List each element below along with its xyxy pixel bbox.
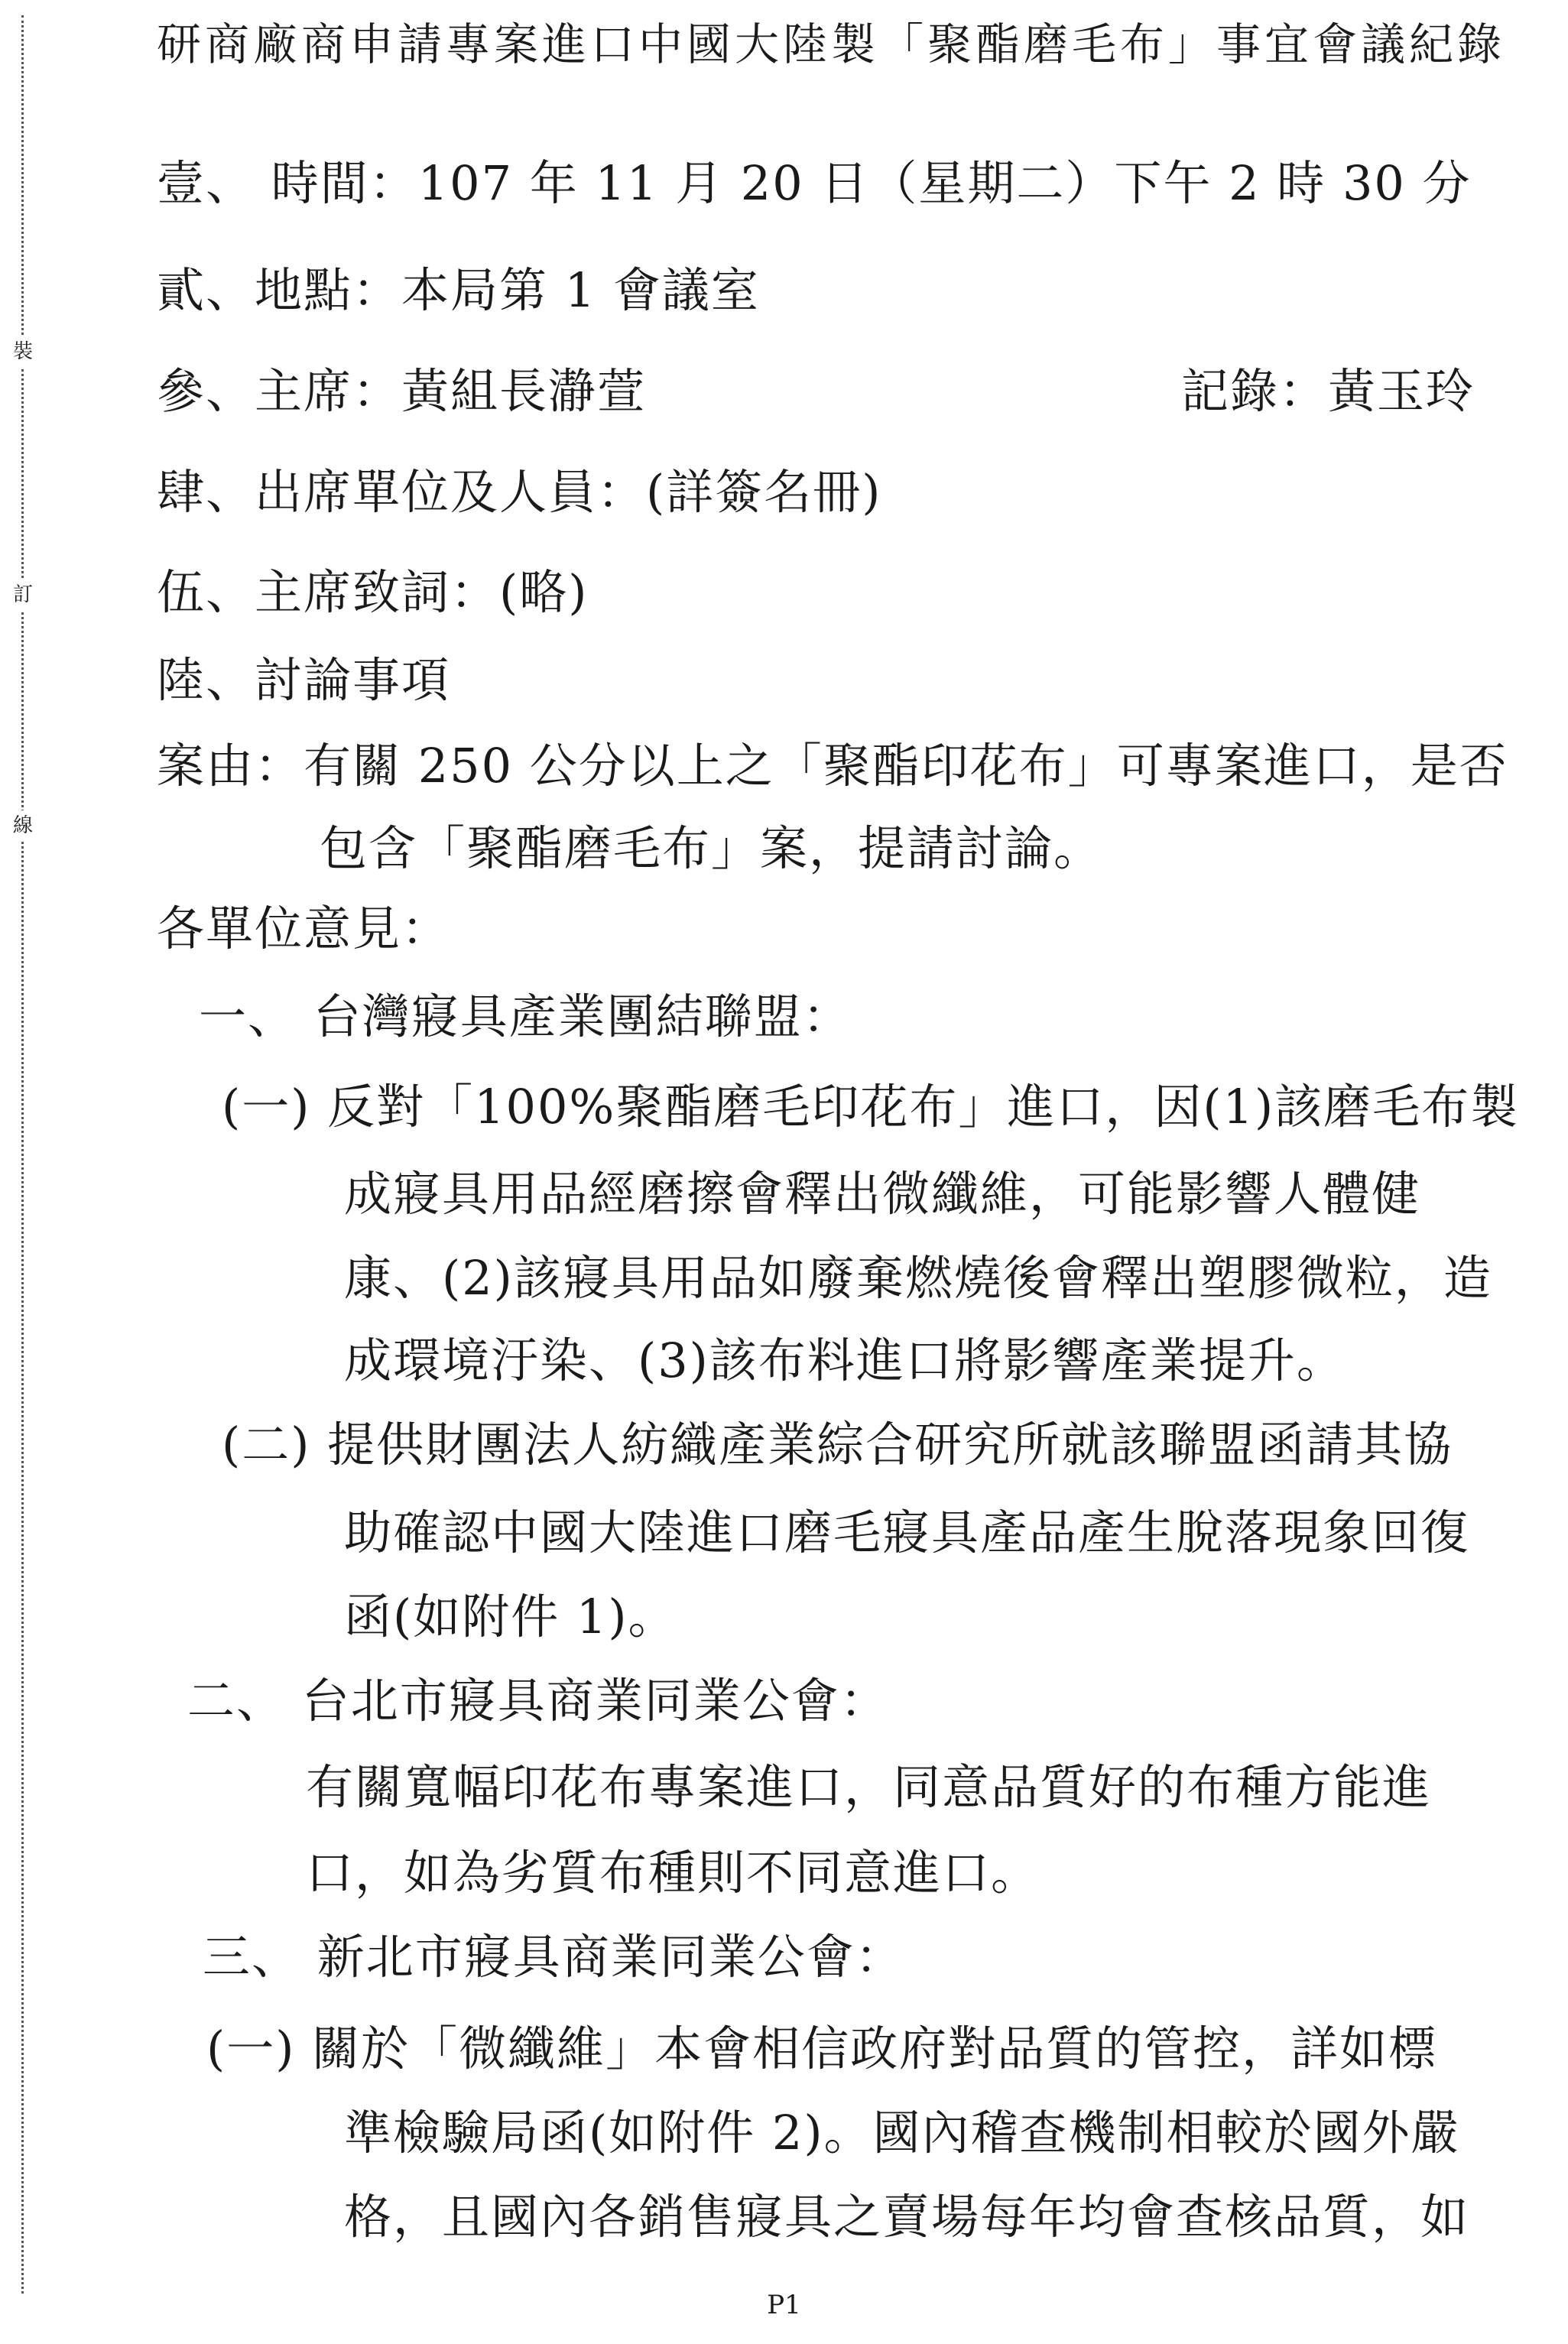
page-number: P1 xyxy=(767,2290,801,2320)
section-3-item-1-line-3: 格，且國內各銷售寢具之賣場每年均會查核品質，如 xyxy=(344,2189,1470,2245)
section-1-item-2-line-2: 助確認中國大陸進口磨毛寢具產品產生脫落現象回復 xyxy=(344,1505,1470,1560)
section-3-item-1-line-1: (一) 關於「微纖維」本會相信政府對品質的管控，詳如標 xyxy=(206,2021,1438,2076)
opinions-heading: 各單位意見： xyxy=(157,901,451,956)
meeting-chair: 參、主席：黃組長瀞萱 xyxy=(157,363,647,419)
section-2-line-1: 有關寬幅印花布專案進口，同意品質好的布種方能進 xyxy=(306,1759,1432,1815)
chair-speech: 伍、主席致詞：(略) xyxy=(157,564,589,620)
meeting-recorder: 記錄：黃玉玲 xyxy=(1181,363,1475,419)
section-3-item-1-line-2: 準檢驗局函(如附件 2)。國內稽查機制相較於國外嚴 xyxy=(344,2105,1460,2161)
section-3-heading: 三、 新北市寢具商業同業公會： xyxy=(203,1929,904,1985)
section-1-item-1-line-4: 成環境汙染、(3)該布料進口將影響產業提升。 xyxy=(344,1333,1346,1388)
section-2-heading: 二、 台北市寢具商業同業公會： xyxy=(187,1673,889,1729)
section-1-item-2-line-3: 函(如附件 1)。 xyxy=(344,1589,677,1644)
binding-mark-ding: 訂 xyxy=(8,580,38,610)
meeting-attendees: 肆、出席單位及人員：(詳簽名冊) xyxy=(157,464,882,520)
section-1-item-1-line-2: 成寢具用品經磨擦會釋出微纖維，可能影響人體健 xyxy=(344,1166,1421,1222)
section-1-heading: 一、 台灣寢具產業團結聯盟： xyxy=(199,989,852,1044)
meeting-time: 壹、 時間：107 年 11 月 20 日（星期二）下午 2 時 30 分 xyxy=(157,155,1472,211)
case-line-2: 包含「聚酯磨毛布」案，提請討論。 xyxy=(320,820,1103,876)
section-1-item-1-line-3: 康、(2)該寢具用品如廢棄燃燒後會釋出塑膠微粒，造 xyxy=(344,1250,1492,1306)
section-1-item-1-line-1: (一) 反對「100%聚酯磨毛印花布」進口，因(1)該磨毛布製 xyxy=(222,1079,1520,1135)
case-line-1: 案由：有關 250 公分以上之「聚酯印花布」可專案進口，是否 xyxy=(157,738,1508,794)
binding-mark-xian: 線 xyxy=(8,810,38,841)
section-2-line-2: 口，如為劣質布種則不同意進口。 xyxy=(306,1845,1040,1901)
discussion-heading: 陸、討論事項 xyxy=(157,652,451,708)
section-1-item-2-line-1: (二) 提供財團法人紡織產業綜合研究所就該聯盟函請其協 xyxy=(222,1417,1453,1472)
meeting-place: 貳、地點：本局第 1 會議室 xyxy=(157,262,760,318)
document-title: 研商廠商申請專案進口中國大陸製「聚酯磨毛布」事宜會議紀錄 xyxy=(157,18,1506,70)
binding-mark-zhuang: 裝 xyxy=(8,336,38,367)
